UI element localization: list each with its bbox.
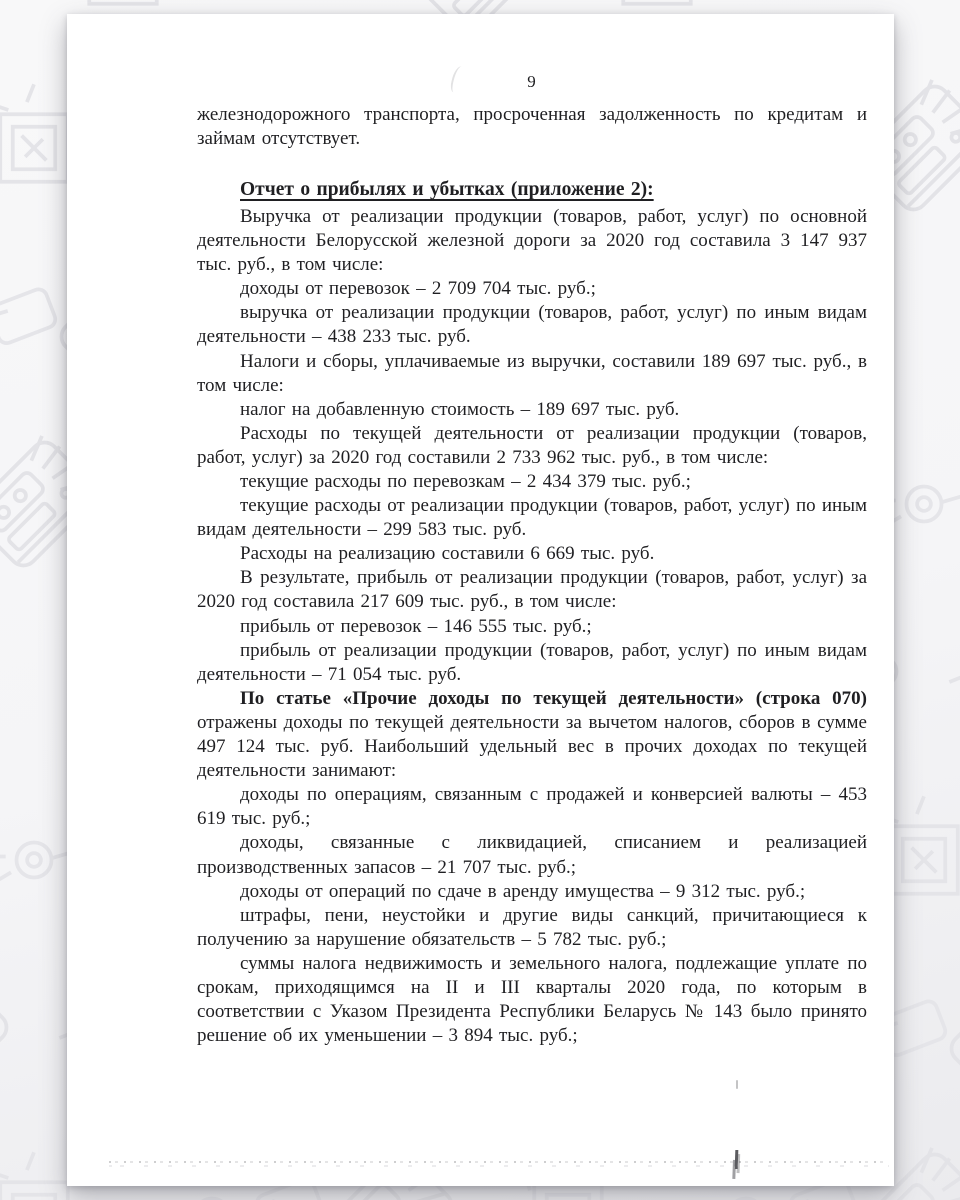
item-transport-expenses: текущие расходы по перевозкам – 2 434 379 тыс. руб.; [240,471,691,492]
para-other-income-line070 [197,687,867,783]
para-selling-expenses: Расходы на реализацию составили 6 669 тыс. руб. [240,543,655,565]
para-current-expenses: Расходы по текущей деятельности от реализации продукции (товаров, работ, услуг) за 2020 год составили 2 733 962 тыс. руб., в том числе: [197,422,867,468]
item-other-revenue: выручка от реализации продукции (товаров, работ, услуг) по иным видам деятельности – 438 233 тыс. руб. [197,302,867,348]
scan-noise-line [109,1160,889,1168]
document-page [67,14,894,1186]
item-penalties-income: штрафы, пени, неустойки и другие виды санкций, причитающиеся к получению за нарушение обязательств – 5 782 тыс. руб.; [197,904,867,950]
item-liquidation-income: доходы, связанные с ликвидацией, списанием и реализацией производственных запасов – 21 707 тыс. руб.; [197,832,867,878]
item-other-expenses: текущие расходы от реализации продукции (товаров, работ, услуг) по иным видам деятельности – 299 583 тыс. руб. [197,495,867,541]
page-content [67,14,894,1186]
heading-profit-loss-report: Отчет о прибылях и убытках (приложение 2): [240,178,654,200]
para-taxes-from-revenue: Налоги и сборы, уплачиваемые из выручки, составили 189 697 тыс. руб., в том числе: [197,350,867,396]
para-continuation-loans: железнодорожного транспорта, просроченная задолженность по кредитам и займам отсутствует. [197,104,867,150]
item-transport-income: доходы от перевозок – 2 709 704 тыс. руб.; [240,278,596,300]
scan-speck-artifact [736,1080,738,1089]
item-currency-income: доходы по операциям, связанным с продажей и конверсией валюты – 453 619 тыс. руб.; [197,784,867,830]
text-run-line070: отражены доходы по текущей деятельности за вычетом налогов, сборов в сумме 497 124 тыс. руб. Наибольший удельный вес в прочих доходах по текущей деятельности занимают: [197,711,867,782]
para-profit-total: В результате, прибыль от реализации продукции (товаров, работ, услуг) за 2020 год составила 217 609 тыс. руб., в том числе: [197,567,867,613]
item-rent-income: доходы от операций по сдаче в аренду имущества – 9 312 тыс. руб.; [240,880,806,902]
bold-run-line070: По статье «Прочие доходы по текущей деятельности» (строка 070) [240,687,867,709]
item-other-profit: прибыль от реализации продукции (товаров, работ, услуг) по иным видам деятельности – 71 054 тыс. руб. [197,639,867,685]
para-revenue-total: Выручка от реализации продукции (товаров, работ, услуг) по основной деятельности Белорусской железной дороги за 2020 год составила 3 147 937 тыс. руб., в том числе: [197,205,867,276]
item-transport-profit: прибыль от перевозок – 146 555 тыс. руб.; [240,615,592,637]
item-tax-reduction: суммы налога недвижимость и земельного налога, подлежащие уплате по срокам, приходящимся на II и III кварталы 2020 года, по которым в соответствии с Указом Президента Республики Беларусь № 143 было принято решение об их уменьшении – 3 894 тыс. руб.; [197,952,867,1047]
item-vat: налог на добавленную стоимость – 189 697 тыс. руб. [240,398,680,420]
page-number: 9 [527,72,537,91]
